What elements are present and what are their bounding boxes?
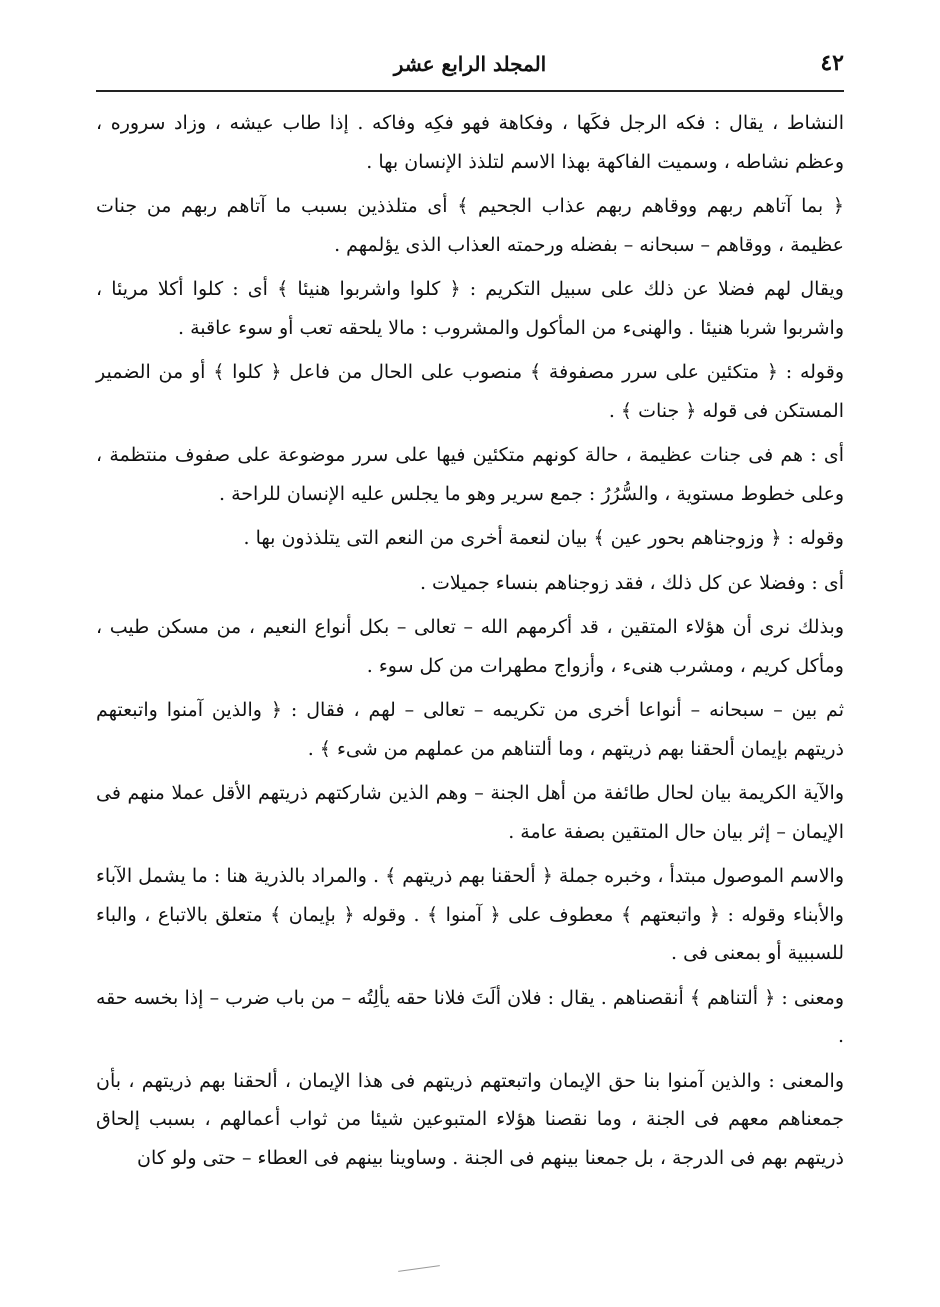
page-number: ٤٢ [820, 50, 844, 76]
paragraph-7: أى : وفضلا عن كل ذلك ، فقد زوجناهم بنساء جميلات . [419, 571, 844, 594]
page-header [96, 48, 844, 88]
paragraph-9: ثم بين – سبحانه – أنواعا أخرى من تكريمه – تعالى – لهم ، فقال : ﴿ والذين آمنوا واتبعتهم ذريتهم بإيمان ألحقنا بهم ذريتهم ، وما ألتناهم من عملهم من شىء ﴾ . [96, 699, 844, 760]
paragraph-12: ومعنى : ﴿ ألتناهم ﴾ أنقصناهم . يقال : فلان ألَتَ فلانا حقه يألِتُه – من باب ضرب – إذا بخسه حقه . [96, 986, 844, 1047]
page-body [96, 104, 844, 1183]
paragraph-11: والاسم الموصول مبتدأ ، وخبره جملة ﴿ ألحقنا بهم ذريتهم ﴾ . والمراد بالذرية هنا : ما يشمل الآباء والأبناء وقوله : ﴿ واتبعتهم ﴾ معطوف على ﴿ آمنوا ﴾ . وقوله ﴿ بإيمان ﴾ متعلق بالاتباع ، والباء للسببية أو بمعنى فى . [96, 865, 844, 964]
paragraph-5: أى : هم فى جنات عظيمة ، حالة كونهم متكئين فيها على سرر موضوعة على صفوف منتظمة ، وعلى خطوط مستوية ، والسُّرُرُ : جمع سرير وهو ما يجلس عليه الإنسان للراحة . [96, 444, 844, 505]
paragraph-3: ويقال لهم فضلا عن ذلك على سبيل التكريم : ﴿ كلوا واشربوا هنيئا ﴾ أى : كلوا أكلا مريئا ، واشربوا شربا هنيئا . والهنىء من المأكول والمشروب : مالا يلحقه تعب أو سوء عاقبة . [96, 278, 844, 339]
volume-title: المجلد الرابع عشر [393, 52, 547, 76]
paragraph-8: وبذلك نرى أن هؤلاء المتقين ، قد أكرمهم الله – تعالى – بكل أنواع النعيم ، من مسكن طيب ، ومأكل كريم ، ومشرب هنىء ، وأزواج مطهرات من كل سوء . [96, 616, 844, 677]
paragraph-6: وقوله : ﴿ وزوجناهم بحور عين ﴾ بيان لنعمة أخرى من النعم التى يتلذذون بها . [243, 527, 844, 549]
paragraph-1: النشاط ، يقال : فكه الرجل فكَها ، وفكاهة فهو فكِه وفاكه . إذا طاب عيشه ، وزاد سروره ، وعظم نشاطه ، وسميت الفاكهة بهذا الاسم لتلذذ الإنسان بها . [96, 112, 844, 173]
paragraph-13: والمعنى : والذين آمنوا بنا حق الإيمان واتبعتهم ذريتهم فى هذا الإيمان ، ألحقنا بهم ذريتهم ، بأن جمعناهم معهم فى الجنة ، وما نقصنا هؤلاء المتبوعين شيئا من ثواب أعمالهم ، بسبب إلحاق ذريتهم بهم فى الدرجة ، بل جمعنا بينهم فى الجنة . وساوينا بينهم فى العطاء – حتى ولو كان [96, 1069, 844, 1169]
scan-mark [398, 1265, 440, 1272]
paragraph-2: ﴿ بما آتاهم ربهم ووقاهم ربهم عذاب الجحيم ﴾ أى متلذذين بسبب ما آتاهم ربهم من جنات عظيمة ، ووقاهم – سبحانه – بفضله ورحمته العذاب الذى يؤلمهم . [96, 195, 844, 256]
paragraph-10: والآية الكريمة بيان لحال طائفة من أهل الجنة – وهم الذين شاركتهم ذريتهم الأقل عملا منهم فى الإيمان – إثر بيان حال المتقين بصفة عامة . [96, 782, 844, 843]
paragraph-4: وقوله : ﴿ متكئين على سرر مصفوفة ﴾ منصوب على الحال من فاعل ﴿ كلوا ﴾ أو من الضمير المستكن فى قوله ﴿ جنات ﴾ . [96, 361, 844, 422]
header-rule [96, 90, 844, 92]
